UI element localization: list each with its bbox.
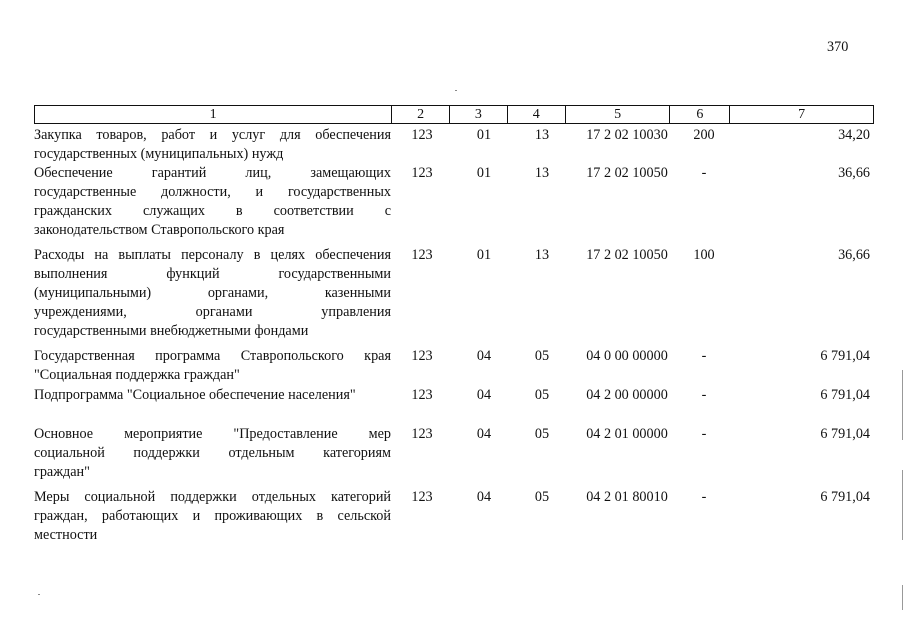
header-col-1: 1 (35, 106, 392, 123)
row-expense-type: - (701, 348, 707, 364)
row-target: 04 2 01 00000 (586, 426, 668, 442)
row-subsection: 05 (534, 489, 550, 505)
row-code: 123 (411, 387, 433, 403)
header-col-5: 5 (566, 106, 671, 123)
row-name: Расходы на выплаты персоналу в целях обеспечения выполнения функций государственными (муниципальными) органами, казенными учреждениями, органами управления государственными внебюджетными фондами (34, 247, 391, 339)
row-amount: 6 791,04 (820, 489, 870, 505)
row-section: 01 (476, 165, 492, 181)
header-col-4: 4 (508, 106, 566, 123)
row-target: 17 2 02 10050 (586, 247, 668, 263)
header-col-2: 2 (392, 106, 450, 123)
scan-edge-mark (902, 370, 903, 440)
scan-edge-mark (902, 585, 903, 610)
row-amount: 34,20 (838, 127, 870, 143)
scan-edge-mark (902, 470, 903, 540)
row-name: Основное мероприятие "Предоставление мер социальной поддержки отдельным категориям граждан" (34, 426, 391, 480)
row-name: Меры социальной поддержки отдельных категорий граждан, работающих и проживающих в сельской местности (34, 489, 391, 543)
row-section: 04 (476, 489, 492, 505)
header-col-7: 7 (798, 107, 806, 122)
row-name: Подпрограмма "Социальное обеспечение населения" (34, 387, 356, 403)
row-amount: 6 791,04 (820, 426, 870, 442)
row-expense-type: - (701, 165, 707, 181)
row-target: 17 2 02 10050 (586, 165, 668, 181)
row-expense-type: - (701, 387, 707, 403)
row-code: 123 (411, 247, 433, 263)
row-section: 04 (476, 348, 492, 364)
row-target: 04 2 01 80010 (586, 489, 668, 505)
row-subsection: 05 (534, 426, 550, 442)
row-subsection: 05 (534, 348, 550, 364)
row-expense-type: - (701, 426, 707, 442)
row-amount: 36,66 (838, 247, 870, 263)
header-col-6: 6 (670, 106, 730, 123)
row-expense-type: 100 (693, 247, 715, 263)
row-section: 04 (476, 387, 492, 403)
row-expense-type: 200 (693, 127, 715, 143)
header-col-3: 3 (450, 106, 508, 123)
row-amount: 6 791,04 (820, 387, 870, 403)
row-code: 123 (411, 165, 433, 181)
scan-speck (38, 594, 40, 595)
row-target: 17 2 02 10030 (586, 127, 668, 143)
row-name: Обеспечение гарантий лиц, замещающих государственные должности, и государственных гражданских служащих в соответствии с законодательством Ставропольского края (34, 165, 391, 238)
row-amount: 6 791,04 (820, 348, 870, 364)
row-target: 04 0 00 00000 (586, 348, 668, 364)
row-target: 04 2 00 00000 (586, 387, 668, 403)
row-code: 123 (411, 127, 433, 143)
row-amount: 36,66 (838, 165, 870, 181)
row-subsection: 13 (534, 247, 550, 263)
row-expense-type: - (701, 489, 707, 505)
row-name: Закупка товаров, работ и услуг для обеспечения государственных (муниципальных) нужд (34, 127, 391, 162)
row-section: 04 (476, 426, 492, 442)
page-number: 370 (827, 39, 849, 55)
row-section: 01 (476, 247, 492, 263)
scan-speck (455, 90, 457, 91)
row-code: 123 (411, 348, 433, 364)
row-subsection: 05 (534, 387, 550, 403)
row-section: 01 (476, 127, 492, 143)
row-code: 123 (411, 426, 433, 442)
row-code: 123 (411, 489, 433, 505)
row-subsection: 13 (534, 165, 550, 181)
row-name: Государственная программа Ставропольского края "Социальная поддержка граждан" (34, 348, 391, 383)
table-header-row (34, 105, 874, 124)
row-subsection: 13 (534, 127, 550, 143)
